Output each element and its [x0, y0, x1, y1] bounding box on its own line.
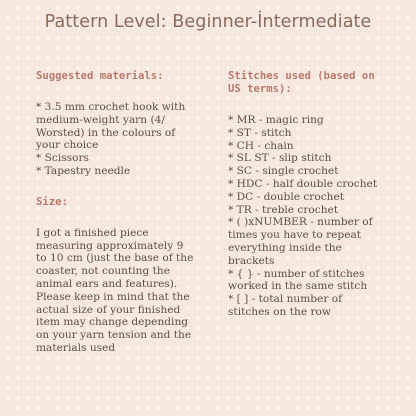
- stitch-item: * TR - treble crochet: [228, 203, 339, 216]
- stitch-item: stitches on the row: [228, 305, 331, 318]
- size-description: [36, 227, 216, 355]
- materials-heading: Suggested materials:: [36, 70, 164, 82]
- size-line: materials used: [36, 341, 116, 354]
- stitches-heading-line: US terms):: [228, 83, 292, 95]
- size-line: item may change depending: [36, 316, 189, 329]
- materials-line: * 3.5 mm crochet hook with: [36, 101, 186, 113]
- right-column: [228, 70, 398, 319]
- stitches-heading: [228, 70, 398, 96]
- stitches-list: [228, 114, 398, 319]
- size-line: coaster, not counting the: [36, 265, 170, 278]
- stitch-item: * HDC - half double crochet: [228, 177, 378, 190]
- size-line: measuring approximately 9: [36, 239, 184, 252]
- stitch-item: * DC - double crochet: [228, 190, 345, 203]
- stitch-item: worked in the same stitch: [228, 280, 368, 293]
- materials-line: Worsted) in the colours of: [36, 126, 176, 139]
- stitch-item: * [ ] - total number of: [228, 293, 343, 306]
- stitch-item: * MR - magic ring: [228, 114, 324, 126]
- materials-line: * Tapestry needle: [36, 164, 131, 177]
- stitch-item: times you have to repeat: [228, 229, 362, 242]
- size-line: on your yarn tension and the: [36, 329, 192, 342]
- stitch-item: * SL ST - slip stitch: [228, 152, 332, 165]
- size-line: to 10 cm (just the base of the: [36, 252, 194, 265]
- stitch-item: * ST - stitch: [228, 126, 292, 139]
- stitch-item: brackets: [228, 254, 275, 267]
- materials-line: * Scissors: [36, 152, 89, 165]
- size-line: animal ears and features).: [36, 277, 178, 290]
- materials-list: [36, 101, 216, 178]
- stitch-item: everything inside the: [228, 241, 342, 254]
- materials-line: your choice: [36, 139, 99, 152]
- size-line: actual size of your finished: [36, 303, 181, 316]
- pattern-level-title: Pattern Level: Beginner-İntermediate: [44, 12, 372, 32]
- stitches-heading-line: Stitches used (based on: [228, 70, 375, 82]
- materials-line: medium-weight yarn (4/: [36, 113, 165, 126]
- stitch-item: * CH - chain: [228, 139, 294, 152]
- stitch-item: * ( )xNUMBER - number of: [228, 216, 373, 229]
- size-line: I got a finished piece: [36, 226, 149, 239]
- size-heading: Size:: [36, 195, 68, 208]
- size-line: Please keep in mind that the: [36, 290, 190, 303]
- stitch-item: * { } - number of stitches: [228, 267, 365, 280]
- stitch-item: * SC - single crochet: [228, 165, 339, 178]
- left-column: [36, 70, 216, 355]
